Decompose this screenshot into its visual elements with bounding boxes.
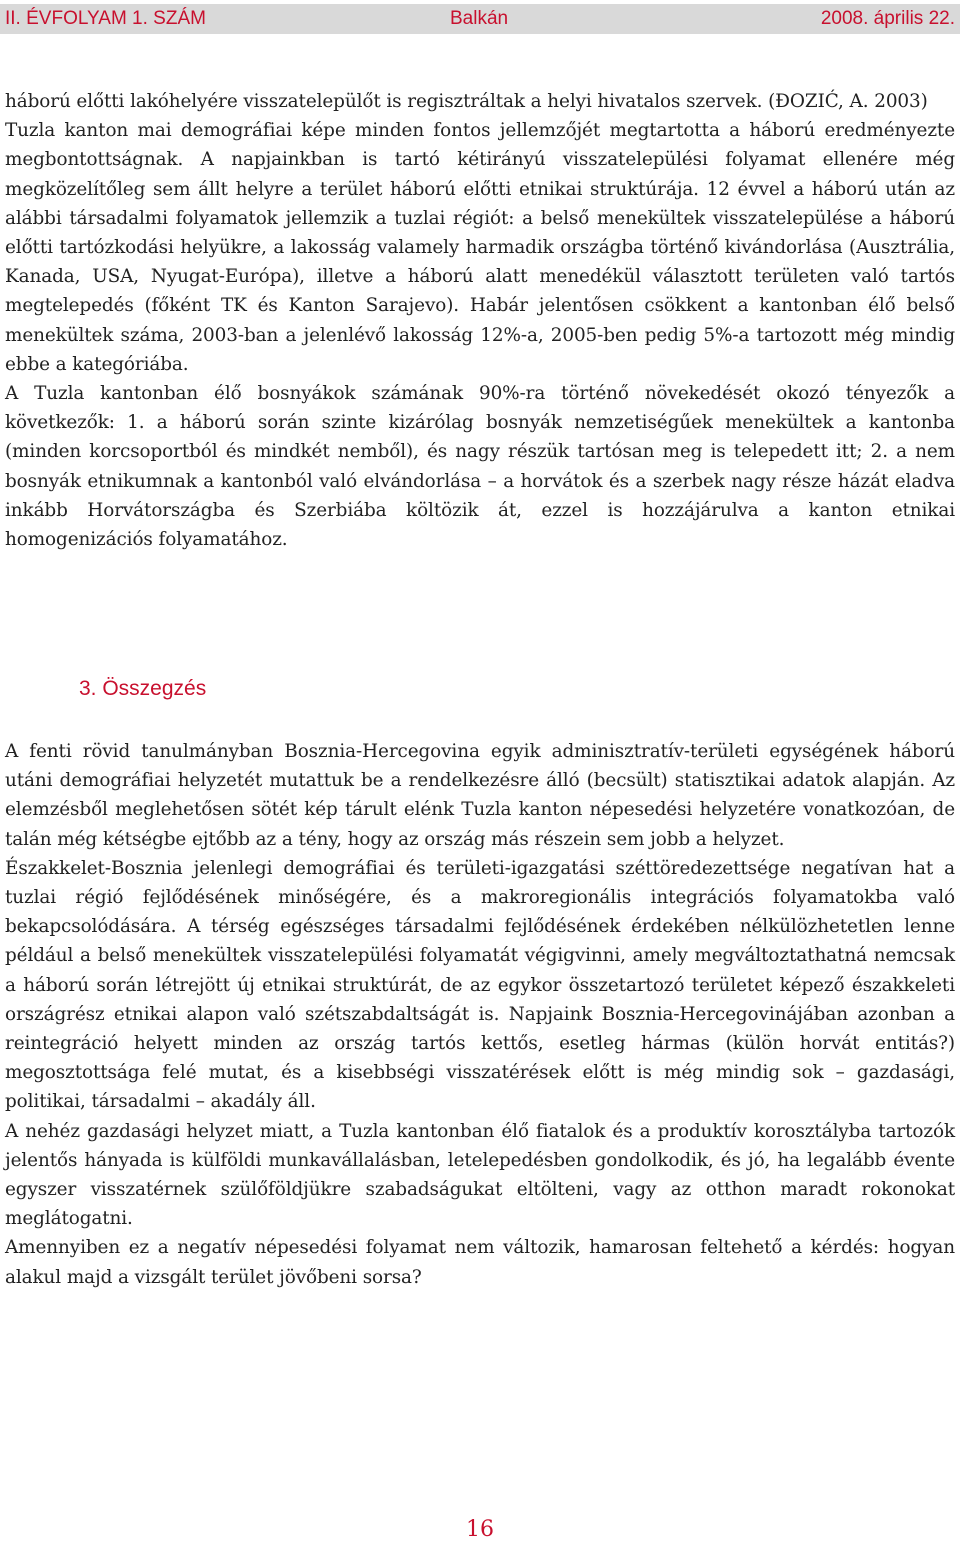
paragraph: háború előtti lakóhelyére visszatelepülőt is regisztráltak a helyi hivatalos szervek. (ĐOZIĆ, A. 2003) [5,91,928,112]
paragraph: A Tuzla kantonban élő bosnyákok számának 90%-ra történő növekedését okozó tényezők a következők: 1. a háború során szinte kizárólag bosnyák nemzetiségűek menekültek a kantonba (minden korcsoportból és mindkét nemből), és nagy részük tartósan meg is telepedett itt; 2. a nem bosnyák etnikumnak a kantonból való elvándorlása – a horvátok és a szerbek nagy része házát eladva inkább Horvátországba és Szerbiába költözik át, ezzel is hozzájárulva a kanton etnikai homogenizációs folyamatához. [5,383,955,551]
section-heading: 3. Összegzés [79,677,207,700]
header-volume: II. ÉVFOLYAM 1. SZÁM [5,8,206,29]
paragraph: Északkelet-Bosznia jelenlegi demográfiai és területi-igazgatási széttöredezettsége negatívan hat a tuzlai régió fejlődésének minőségére, és a makroregionális integrációs folyamatokba való bekapcsolódására. A térség egészséges társadalmi fejlődésének érdekében nélkülözhetetlen lenne például a belső menekültek visszatelepülési folyamatát végigvinni, amely megváltoztathatná nemcsak a háború során létrejött új etnikai struktúrát, de az egykor összetartozó területet képező északkeleti országrész etnikai alapon való szétszabdaltságát is. Napjaink Bosznia-Hercegovinájában azonban a reintegráció helyett minden az ország tartós kettős, esetleg hármas (külön horvát entitás?) megosztottsága felé mutat, és a kisebbségi visszatérések előtt is még mindig sok – gazdasági, politikai, társadalmi – akadály áll. [5,857,955,1113]
paragraph: A fenti rövid tanulmányban Bosznia-Hercegovina egyik adminisztratív-területi egységének háború utáni demográfiai helyzetét mutattuk be a rendelkezésre álló (becsült) statisztikai adatok alapján. Az elemzésből meglehetősen sötét kép tárult elénk Tuzla kanton népesedési helyzetére vonatkozóan, de talán még kétségbe ejtőbb az a tény, hogy az ország más részein sem jobb a helyzet. [5,741,955,850]
page-number: 16 [466,1517,494,1542]
body-text-top [5,87,955,554]
paragraph: Tuzla kanton mai demográfiai képe minden fontos jellemzőjét megtartotta a háború eredményezte megbontottságnak. A napjainkban is tartó kétirányú visszatelepülési folyamat ellenére még megközelítőleg sem állt helyre a terület háború előtti etnikai struktúrája. 12 évvel a háború után az alábbi társadalmi folyamatok jellemzik a tuzlai régiót: a belső menekültek visszatelepülése a háború előtti tartózkodási helyükre, a lakosság valamely harmadik országba történő kivándorlása (Ausztrália, Kanada, USA, Nyugat-Európa), illetve a háború alatt menedékül választott területen való tartós megtelepedés (főként TK és Kanton Sarajevo). Habár jelentősen csökkent a kantonban élő belső menekültek száma, 2003-ban a jelenlévő lakosság 12%-a, 2005-ben pedig 5%-a tartozott még mindig ebbe a kategóriába. [5,120,955,375]
header-journal-title: Balkán [450,8,509,29]
page-header [0,4,960,34]
header-date: 2008. április 22. [820,8,955,29]
paragraph: Amennyiben ez a negatív népesedési folyamat nem változik, hamarosan feltehető a kérdés: hogyan alakul majd a vizsgált terület jövőbeni sorsa? [5,1237,955,1288]
paragraph: A nehéz gazdasági helyzet miatt, a Tuzla kantonban élő fiatalok és a produktív korosztályba tartozók jelentős hányada is külföldi munkavállalásban, letelepedésben gondolkodik, és jó, ha legalább évente egyszer visszatérnek szülőföldjükre szabadságukat eltölteni, vagy az otthon maradt rokonokat meglátogatni. [5,1120,955,1230]
body-text-summary [5,737,955,1292]
